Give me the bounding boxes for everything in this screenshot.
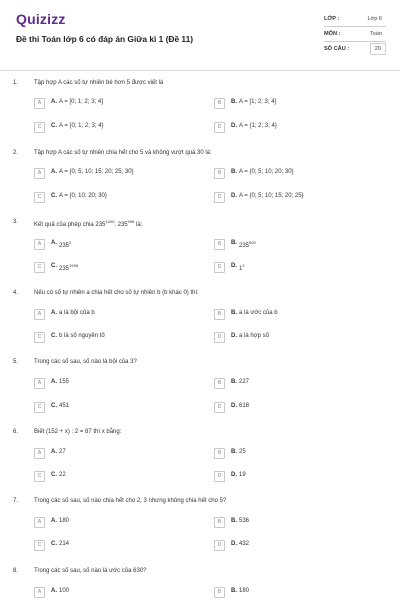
- option-letter: C.: [51, 193, 57, 199]
- question-number: 8.: [13, 568, 19, 574]
- option-exponent: 2: [69, 240, 72, 245]
- option-letter: D.: [231, 472, 237, 478]
- option-value: A = {1; 2; 3; 4}: [239, 123, 277, 129]
- option-box: B: [214, 517, 225, 528]
- option-value: 100: [59, 588, 70, 594]
- meta-count-label: SỐ CÂU :: [324, 46, 350, 52]
- option-letter: D.: [231, 541, 237, 547]
- option-letter: A.: [51, 169, 57, 175]
- option-base: 235: [59, 243, 70, 249]
- option-value: 618: [239, 403, 250, 409]
- question-number: 6.: [13, 429, 19, 435]
- option-box: B: [214, 378, 225, 389]
- question-number: 4.: [13, 290, 19, 296]
- option-value: A = {0; 1; 2; 3; 4}: [59, 123, 104, 129]
- option-box: C: [34, 262, 45, 273]
- worksheet-title: Đề thi Toán lớp 6 có đáp án Giữa kì 1 (Đề 11): [16, 34, 194, 44]
- option-letter: D.: [231, 193, 237, 199]
- option-letter: C.: [51, 333, 57, 339]
- option-base: 235: [59, 266, 70, 272]
- option-value: [59, 263, 78, 272]
- option-box: C: [34, 122, 45, 133]
- option-value: 214: [59, 541, 70, 547]
- option-box: A: [34, 98, 45, 109]
- option-value: a là bội của b: [59, 310, 95, 316]
- option-box: D: [214, 262, 225, 273]
- option-value: A = [0; 1; 2; 3; 4]: [59, 99, 103, 105]
- question-number: 3.: [13, 219, 19, 225]
- option-box: B: [214, 239, 225, 250]
- option-letter: C.: [51, 263, 57, 269]
- option-value: 155: [59, 379, 70, 385]
- question-text: Nếu có số tự nhiên a chia hết cho số tự nhiên b (b khác 0) thì:: [34, 290, 199, 296]
- header-divider: [0, 70, 400, 71]
- option-box: D: [214, 540, 225, 551]
- meta-count-value: 20: [370, 43, 386, 55]
- question-text: Biết (152 + x) : 2 = 87 thì x bằng:: [34, 429, 122, 435]
- option-letter: A.: [51, 379, 57, 385]
- option-box: B: [214, 168, 225, 179]
- option-letter: B.: [231, 588, 237, 594]
- meta-class-value: Lớp 6: [367, 16, 382, 22]
- option-letter: B.: [231, 169, 237, 175]
- question-text: [34, 219, 142, 228]
- meta-count-row: [324, 42, 386, 58]
- option-box: C: [34, 471, 45, 482]
- option-value: 451: [59, 403, 70, 409]
- question-text-part: Kết quả của phép chia 235: [34, 222, 106, 228]
- option-value: A = {0; 5; 10; 15; 20; 25}: [239, 193, 304, 199]
- meta-class-row: [324, 12, 386, 27]
- option-box: A: [34, 378, 45, 389]
- option-exponent: 500: [249, 240, 256, 245]
- option-value: [59, 240, 71, 249]
- option-value: [239, 263, 245, 272]
- option-box: B: [214, 587, 225, 598]
- option-value: A = {0; 5; 10; 15; 20; 25; 30}: [59, 169, 134, 175]
- option-letter: B.: [231, 310, 237, 316]
- quizizz-logo: [16, 11, 66, 27]
- option-box: C: [34, 192, 45, 203]
- option-letter: B.: [231, 99, 237, 105]
- option-box: D: [214, 122, 225, 133]
- option-value: 22: [59, 472, 66, 478]
- option-value: a là ước của b: [239, 310, 278, 316]
- option-base: 1: [239, 266, 243, 272]
- option-letter: D.: [231, 403, 237, 409]
- option-box: C: [34, 332, 45, 343]
- option-letter: D.: [231, 333, 237, 339]
- meta-subject-value: Toán: [369, 31, 382, 37]
- option-base: 235: [239, 243, 250, 249]
- question-exponent: 998: [127, 219, 135, 224]
- meta-class-label: LỚP :: [324, 16, 340, 22]
- option-letter: A.: [51, 310, 57, 316]
- option-letter: A.: [51, 99, 57, 105]
- option-letter: A.: [51, 518, 57, 524]
- option-box: A: [34, 448, 45, 459]
- option-box: B: [214, 98, 225, 109]
- option-box: A: [34, 168, 45, 179]
- option-letter: C.: [51, 472, 57, 478]
- meta-panel: [324, 12, 386, 58]
- option-value: A = {0; 5; 10; 20; 30}: [239, 169, 294, 175]
- option-value: A = {0; 10; 20; 30}: [59, 193, 107, 199]
- logo-text: Quizizz: [16, 11, 66, 27]
- option-letter: B.: [231, 449, 237, 455]
- question-text-part: là:: [134, 222, 143, 228]
- option-letter: A.: [51, 588, 57, 594]
- option-letter: B.: [231, 240, 237, 246]
- option-value: 432: [239, 541, 250, 547]
- option-box: D: [214, 332, 225, 343]
- option-box: C: [34, 540, 45, 551]
- option-value: 227: [239, 379, 250, 385]
- question-text: Trong các số sau, số nào là ước của 630?: [34, 568, 147, 574]
- option-box: A: [34, 239, 45, 250]
- option-box: B: [214, 309, 225, 320]
- option-value: 25: [239, 449, 246, 455]
- option-letter: A.: [51, 449, 57, 455]
- option-box: A: [34, 587, 45, 598]
- option-value: [239, 240, 256, 249]
- option-box: D: [214, 402, 225, 413]
- question-text: Tập hợp A các số tự nhiên bé hơn 5 được viết là: [34, 80, 164, 86]
- option-value: 180: [59, 518, 70, 524]
- question-number: 5.: [13, 359, 19, 365]
- option-value: a là hợp số: [239, 333, 269, 339]
- option-letter: C.: [51, 541, 57, 547]
- option-letter: D.: [231, 263, 237, 269]
- option-letter: A.: [51, 240, 57, 246]
- question-number: 2.: [13, 150, 19, 156]
- question-number: 1.: [13, 80, 19, 86]
- option-box: B: [214, 448, 225, 459]
- meta-subject-row: [324, 27, 386, 42]
- question-text: Tập hợp A các số tự nhiên chia hết cho 5 và không vượt quá 30 là:: [34, 150, 212, 156]
- option-value: 27: [59, 449, 66, 455]
- option-value: 536: [239, 518, 250, 524]
- option-letter: B.: [231, 379, 237, 385]
- question-text: Trong các số sau, số nào chia hết cho 2, 3 nhưng không chia hết cho 5?: [34, 498, 227, 504]
- option-letter: D.: [231, 123, 237, 129]
- question-text: Trong các số sau, số nào là bội của 3?: [34, 359, 137, 365]
- question-text-part: : 235: [114, 222, 128, 228]
- option-exponent: 1998: [69, 263, 78, 268]
- option-box: C: [34, 402, 45, 413]
- meta-subject-label: MÔN :: [324, 31, 341, 37]
- option-letter: B.: [231, 518, 237, 524]
- worksheet-header: [0, 0, 400, 68]
- option-box: D: [214, 192, 225, 203]
- option-letter: C.: [51, 403, 57, 409]
- option-value: 19: [239, 472, 246, 478]
- option-value: 180: [239, 588, 250, 594]
- option-value: b là số nguyên tố: [59, 333, 105, 339]
- option-letter: C.: [51, 123, 57, 129]
- option-value: A = [1; 2; 3; 4]: [239, 99, 277, 105]
- option-exponent: 2: [242, 263, 245, 268]
- question-number: 7.: [13, 498, 19, 504]
- question-exponent: 1000: [105, 219, 115, 224]
- option-box: A: [34, 309, 45, 320]
- option-box: A: [34, 517, 45, 528]
- option-box: D: [214, 471, 225, 482]
